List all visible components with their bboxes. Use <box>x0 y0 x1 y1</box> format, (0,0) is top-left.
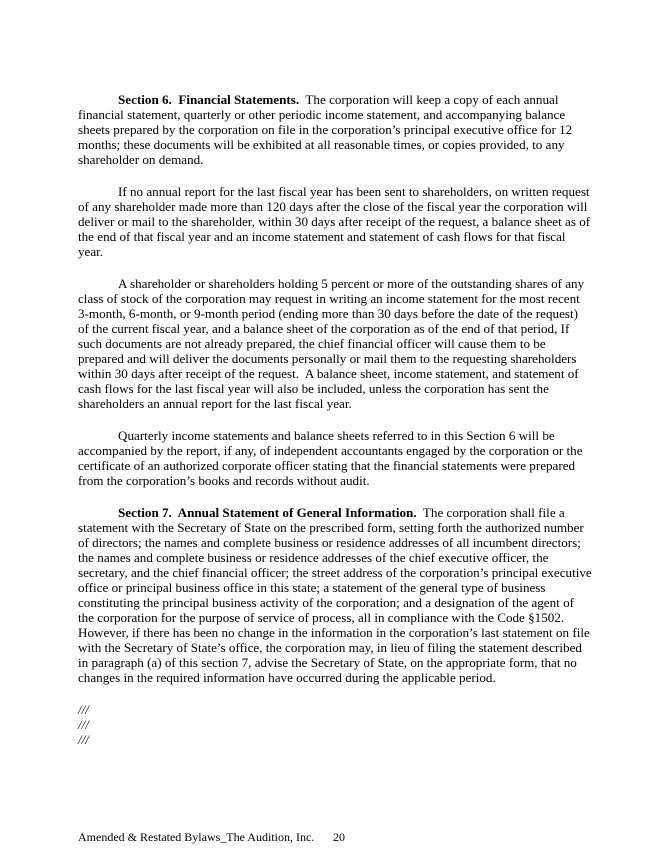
section-6-heading: Section 6. Financial Statements. <box>118 92 300 107</box>
paragraph-shareholder-request <box>78 276 592 411</box>
paragraph-shareholder-request-text: A shareholder or shareholders holding 5 percent or more of the outstanding shares of any class of stock of the corporation may request in writing an income statement for the most recent 3-month, 6-month, or 9-month period (ending more than 30 days before the date of the request) of the current fiscal year, and a balance sheet of the corporation as of the end of that period, If such documents are not already prepared, the chief financial officer will cause them to be prepared and will deliver the documents personally or mail them to the requesting shareholders within 30 days after receipt of the request. A balance sheet, income statement, and statement of cash flows for the last fiscal year will also be included, unless the corporation has sent the shareholders an annual report for the last fiscal year. <box>78 276 588 411</box>
continuation-mark: /// <box>78 717 89 732</box>
paragraph-quarterly-statements-text: Quarterly income statements and balance sheets referred to in this Section 6 will be accompanied by the report, if any, of independent accountants engaged by the corporation or the certificate of an authorized corporate officer stating that the financial statements were prepared from the corporation’s books and records without audit. <box>78 428 586 488</box>
footer-title: Amended & Restated Bylaws_The Audition, Inc. <box>78 830 315 844</box>
continuation-marks <box>78 702 592 747</box>
section-7-text: The corporation shall file a statement with the Secretary of State on the prescribed form, setting forth the authorized number of directors; the names and complete business or residence addresses of all incumbent directors; the names and complete business or residence addresses of the chief executive officer, the secretary, and the chief financial officer; the street address of the corporation’s principal executive office or principal business office in this state; a statement of the general type of business constituting the principal business activity of the corporation; and a designation of the agent of the corporation for the purpose of service of process, all in compliance with the Code §1502. However, if there has been no change in the information in the corporation’s last statement on file with the Secretary of State’s office, the corporation may, in lieu of filing the statement described in paragraph (a) of this section 7, advise the Secretary of State, on the appropriate form, that no changes in the required information have occurred during the applicable period. <box>78 505 595 685</box>
page-footer <box>78 830 528 844</box>
paragraph-section-6 <box>78 92 592 167</box>
document-body <box>78 92 595 747</box>
paragraph-annual-report <box>78 184 592 259</box>
paragraph-section-7 <box>78 505 595 685</box>
continuation-mark: /// <box>78 732 89 747</box>
continuation-mark: /// <box>78 702 89 717</box>
section-6-text: The corporation will keep a copy of each annual financial statement, quarterly or other periodic income statement, and accompanying balance sheets prepared by the corporation on file in the corporation’s principal executive office for 12 months; these documents will be exhibited at all reasonable times, or copies provided, to any shareholder on demand. <box>78 92 576 167</box>
page-number: 20 <box>333 830 345 844</box>
section-7-heading: Section 7. Annual Statement of General Information. <box>118 505 417 520</box>
paragraph-annual-report-text: If no annual report for the last fiscal year has been sent to shareholders, on written request of any shareholder made more than 120 days after the close of the fiscal year the corporation will deliver or mail to the shareholder, within 30 days after receipt of the request, a balance sheet as of the end of that fiscal year and an income statement and statement of cash flows for that fiscal year. <box>78 184 594 259</box>
paragraph-quarterly-statements <box>78 428 592 488</box>
